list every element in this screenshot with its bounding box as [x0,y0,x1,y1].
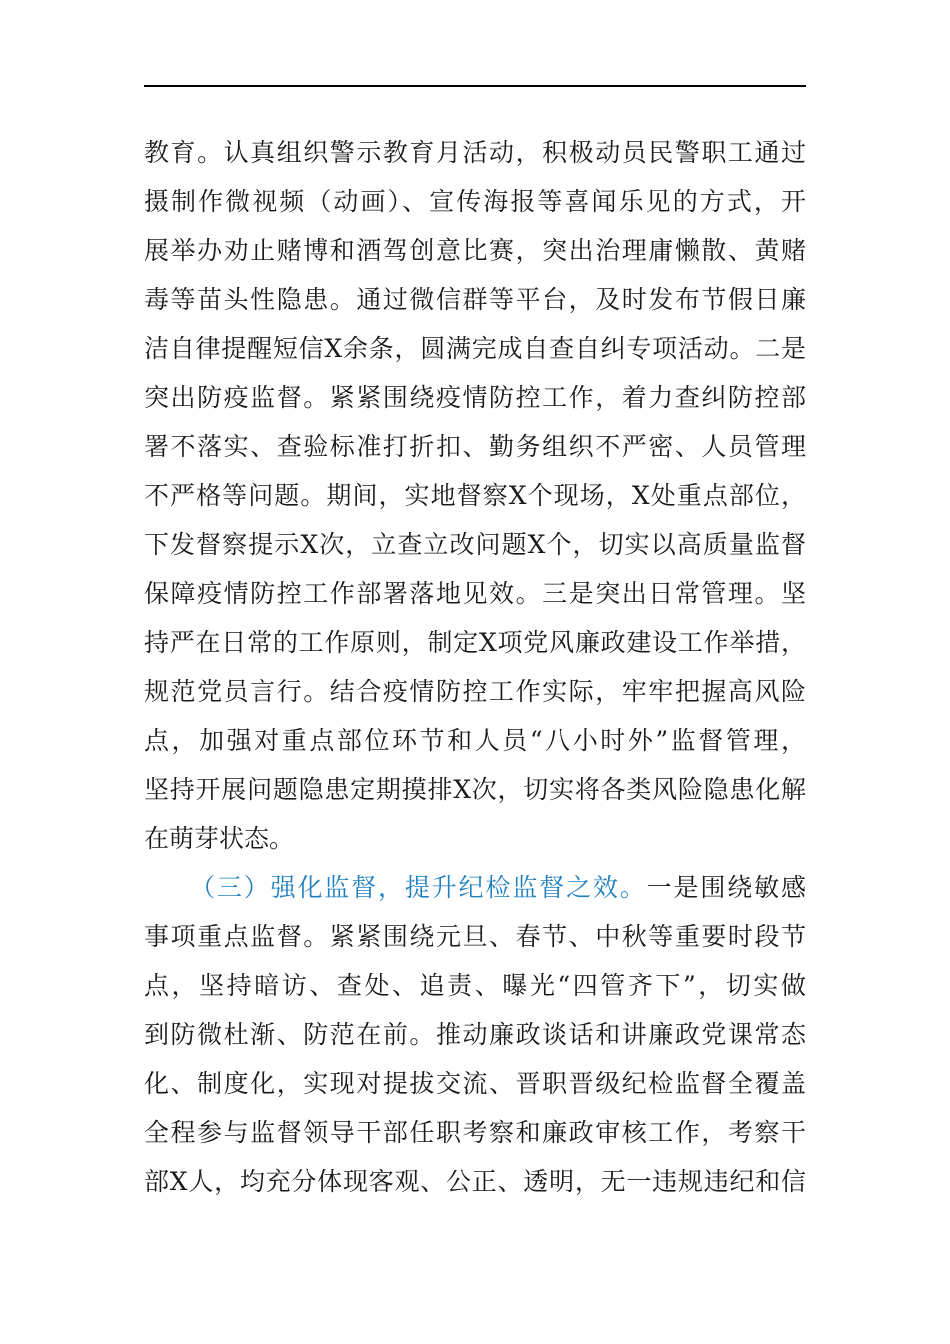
section-first-line-text: 一是围绕敏感 [646,873,806,902]
paragraph-line: 规范党员言行。结合疫情防控工作实际，牢牢把握高风险 [144,677,806,706]
paragraph-line: 下发督察提示X次，立查立改问题X个，切实以高质量监督 [144,530,806,559]
paragraph-line: 摄制作微视频（动画）、宣传海报等喜闻乐见的方式，开 [144,187,806,216]
section-heading: （三）强化监督，提升纪检监督之效。 [190,873,647,902]
paragraph-line: 突出防疫监督。紧紧围绕疫情防控工作，着力查纠防控部 [144,383,806,412]
paragraph-line: 在萌芽状态。 [144,824,295,853]
header-rule [144,85,806,87]
paragraph-line: 保障疫情防控工作部署落地见效。三是突出日常管理。坚 [144,579,806,608]
paragraph-line: 点，加强对重点部位环节和人员“八小时外”监督管理， [144,726,806,755]
paragraph-line: 坚持开展问题隐患定期摸排X次，切实将各类风险隐患化解 [144,775,806,804]
paragraph-line: 毒等苗头性隐患。通过微信群等平台，及时发布节假日廉 [144,285,806,314]
paragraph-line: 署不落实、查验标准打折扣、勤务组织不严密、人员管理 [144,432,806,461]
paragraph-line: 不严格等问题。期间，实地督察X个现场，X处重点部位， [144,481,806,510]
paragraph-line: 到防微杜渐、防范在前。推动廉政谈话和讲廉政党课常态 [144,1020,806,1049]
paragraph-line: 洁自律提醒短信X余条，圆满完成自查自纠专项活动。二是 [144,334,806,363]
paragraph-line: 全程参与监督领导干部任职考察和廉政审核工作，考察干 [144,1118,806,1147]
paragraph-line: 点，坚持暗访、查处、追责、曝光“四管齐下”，切实做 [144,971,806,1000]
document-body [144,128,806,1206]
section-first-line [144,863,806,912]
paragraph-line: 持严在日常的工作原则，制定X项党风廉政建设工作举措， [144,628,806,657]
paragraph-line: 教育。认真组织警示教育月活动，积极动员民警职工通过 [144,138,806,167]
paragraph-line: 事项重点监督。紧紧围绕元旦、春节、中秋等重要时段节 [144,922,806,951]
paragraph-line: 部X人，均充分体现客观、公正、透明，无一违规违纪和信 [144,1167,806,1196]
paragraph-line: 展举办劝止赌博和酒驾创意比赛，突出治理庸懒散、黄赌 [144,236,806,265]
paragraph-line: 化、制度化，实现对提拔交流、晋职晋级纪检监督全覆盖 [144,1069,806,1098]
